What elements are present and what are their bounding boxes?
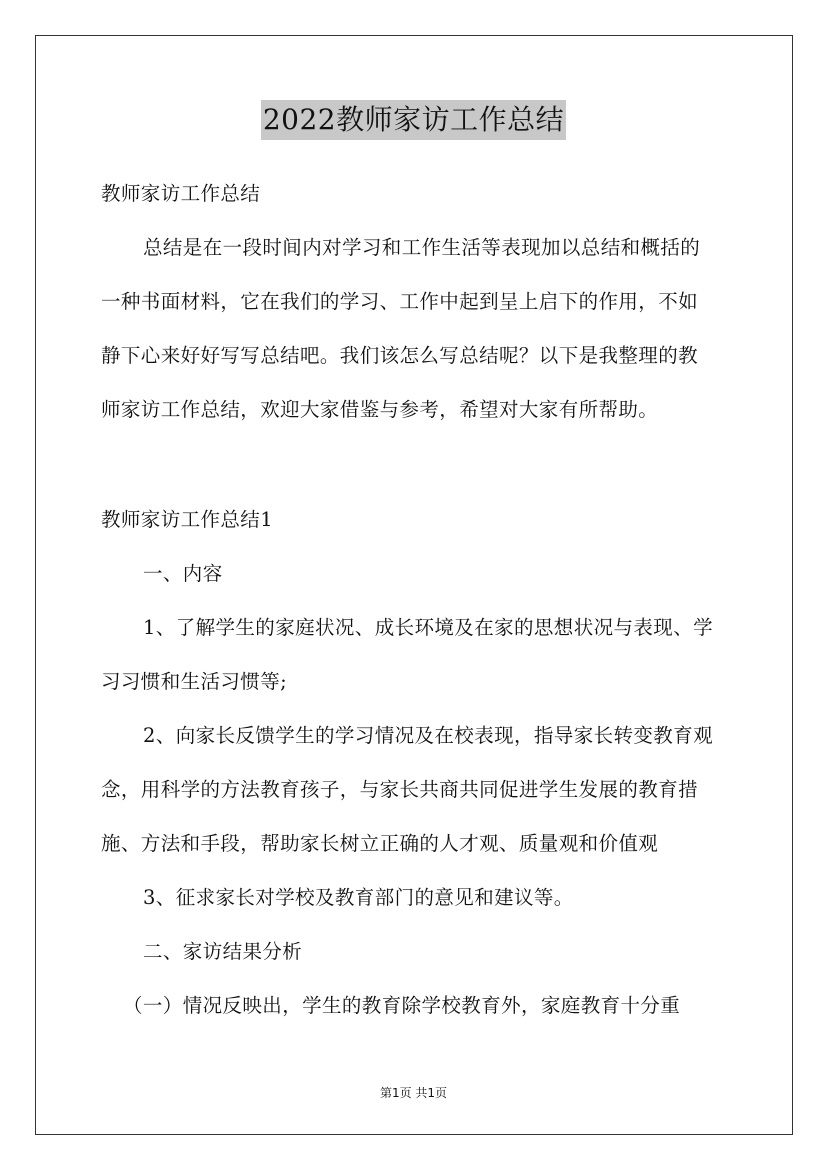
item2-line-1: 2、向家长反馈学生的学习情况及在校表现，指导家长转变教育观 <box>143 724 714 747</box>
item1-line-1: 1、了解学生的家庭状况、成长环境及在家的思想状况与表现、学 <box>143 616 714 639</box>
item2-line-2: 念，用科学的方法教育孩子，与家长共商共同促进学生发展的教育措 <box>101 778 699 801</box>
item2-line-3: 施、方法和手段，帮助家长树立正确的人才观、质量观和价值观 <box>101 832 659 855</box>
section-heading: 教师家访工作总结1 <box>101 508 274 531</box>
part1-heading: 一、内容 <box>143 562 223 585</box>
page-footer: 第1页 共1页 <box>379 1086 448 1100</box>
item3-line: 3、征求家长对学校及教育部门的意见和建议等。 <box>143 886 574 909</box>
intro-line-1: 总结是在一段时间内对学习和工作生活等表现加以总结和概括的 <box>143 236 701 259</box>
subtitle: 教师家访工作总结 <box>101 182 261 205</box>
part2-heading: 二、家访结果分析 <box>143 940 303 963</box>
intro-line-4: 师家访工作总结，欢迎大家借鉴与参考，希望对大家有所帮助。 <box>101 398 659 421</box>
title-container <box>0 100 827 140</box>
intro-line-3: 静下心来好好写写总结吧。我们该怎么写总结呢？以下是我整理的教 <box>101 344 699 367</box>
sub1-line: （一）情况反映出，学生的教育除学校教育外，家庭教育十分重 <box>123 994 681 1017</box>
document-title: 2022教师家访工作总结 <box>261 100 566 140</box>
item1-line-2: 习习惯和生活习惯等; <box>101 670 288 693</box>
intro-line-2: 一种书面材料，它在我们的学习、工作中起到呈上启下的作用，不如 <box>101 290 699 313</box>
